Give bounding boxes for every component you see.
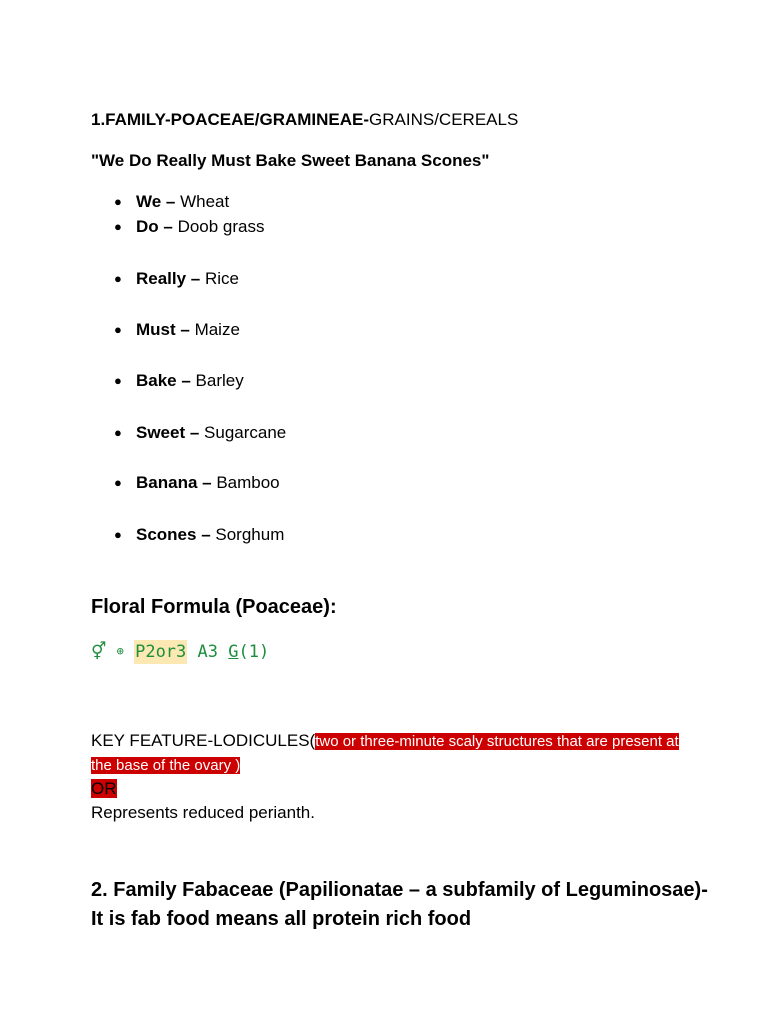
actinomorphic-icon: ⊕	[116, 644, 124, 658]
list-item-key: Scones –	[136, 525, 211, 544]
list-item	[114, 370, 244, 392]
reduced-perianth-text: Represents reduced perianth.	[91, 803, 315, 822]
heading-bold-part: 1.FAMILY-POACEAE/GRAMINEAE-	[91, 110, 370, 129]
perianth-formula: P2or3	[135, 642, 187, 662]
bullet-icon: ●	[114, 475, 122, 490]
list-item	[114, 268, 239, 290]
list-item-key: Must –	[136, 320, 190, 339]
bullet-icon: ●	[114, 425, 122, 440]
list-item-key: Sweet –	[136, 423, 200, 442]
list-item	[114, 524, 284, 546]
mnemonic-sentence: "We Do Really Must Bake Sweet Banana Scones"	[91, 151, 490, 170]
list-item	[114, 422, 286, 444]
list-item-value: Rice	[200, 269, 239, 288]
bullet-icon: ●	[114, 373, 122, 388]
list-item-value: Maize	[189, 320, 240, 339]
bullet-icon: ●	[114, 271, 122, 286]
list-item	[114, 191, 229, 213]
floral-formula	[91, 639, 269, 664]
list-item	[114, 216, 265, 238]
list-item-key: Do –	[136, 217, 173, 236]
bullet-icon: ●	[114, 527, 122, 542]
list-item-value: Sugarcane	[199, 423, 287, 442]
lodicules-description-highlight: two or three-minute scaly structures that are present at the base of the ovary )	[91, 733, 679, 774]
list-item-value: Barley	[190, 371, 244, 390]
list-item-key: Banana –	[136, 473, 212, 492]
heading-normal-part: GRAINS/CEREALS	[369, 110, 519, 129]
list-item-key: Bake –	[136, 371, 191, 390]
androecium-formula: A3	[197, 642, 219, 662]
list-item-value: Bamboo	[211, 473, 280, 492]
key-feature-paragraph	[91, 729, 691, 800]
section-heading-fabaceae: 2. Family Fabaceae (Papilionatae – a subfamily of Leguminosae)-It is fab food means all protein rich food	[91, 879, 708, 930]
list-item-value: Wheat	[175, 192, 230, 211]
key-feature-label: KEY FEATURE-LODICULES(	[91, 731, 316, 750]
list-item-value: Doob grass	[172, 217, 265, 236]
list-item-key: Really –	[136, 269, 201, 288]
bisexual-icon: ⚥	[91, 642, 107, 662]
floral-formula-title: Floral Formula (Poaceae):	[91, 596, 337, 618]
list-item	[114, 472, 280, 494]
or-highlight: OR	[91, 779, 117, 798]
bullet-icon: ●	[114, 219, 122, 234]
gynoecium-letter: G	[228, 642, 239, 662]
list-item-key: We –	[136, 192, 176, 211]
gynoecium-count: (1)	[238, 642, 270, 662]
bullet-icon: ●	[114, 322, 122, 337]
list-item-value: Sorghum	[210, 525, 285, 544]
bullet-icon: ●	[114, 194, 122, 209]
list-item	[114, 319, 240, 341]
